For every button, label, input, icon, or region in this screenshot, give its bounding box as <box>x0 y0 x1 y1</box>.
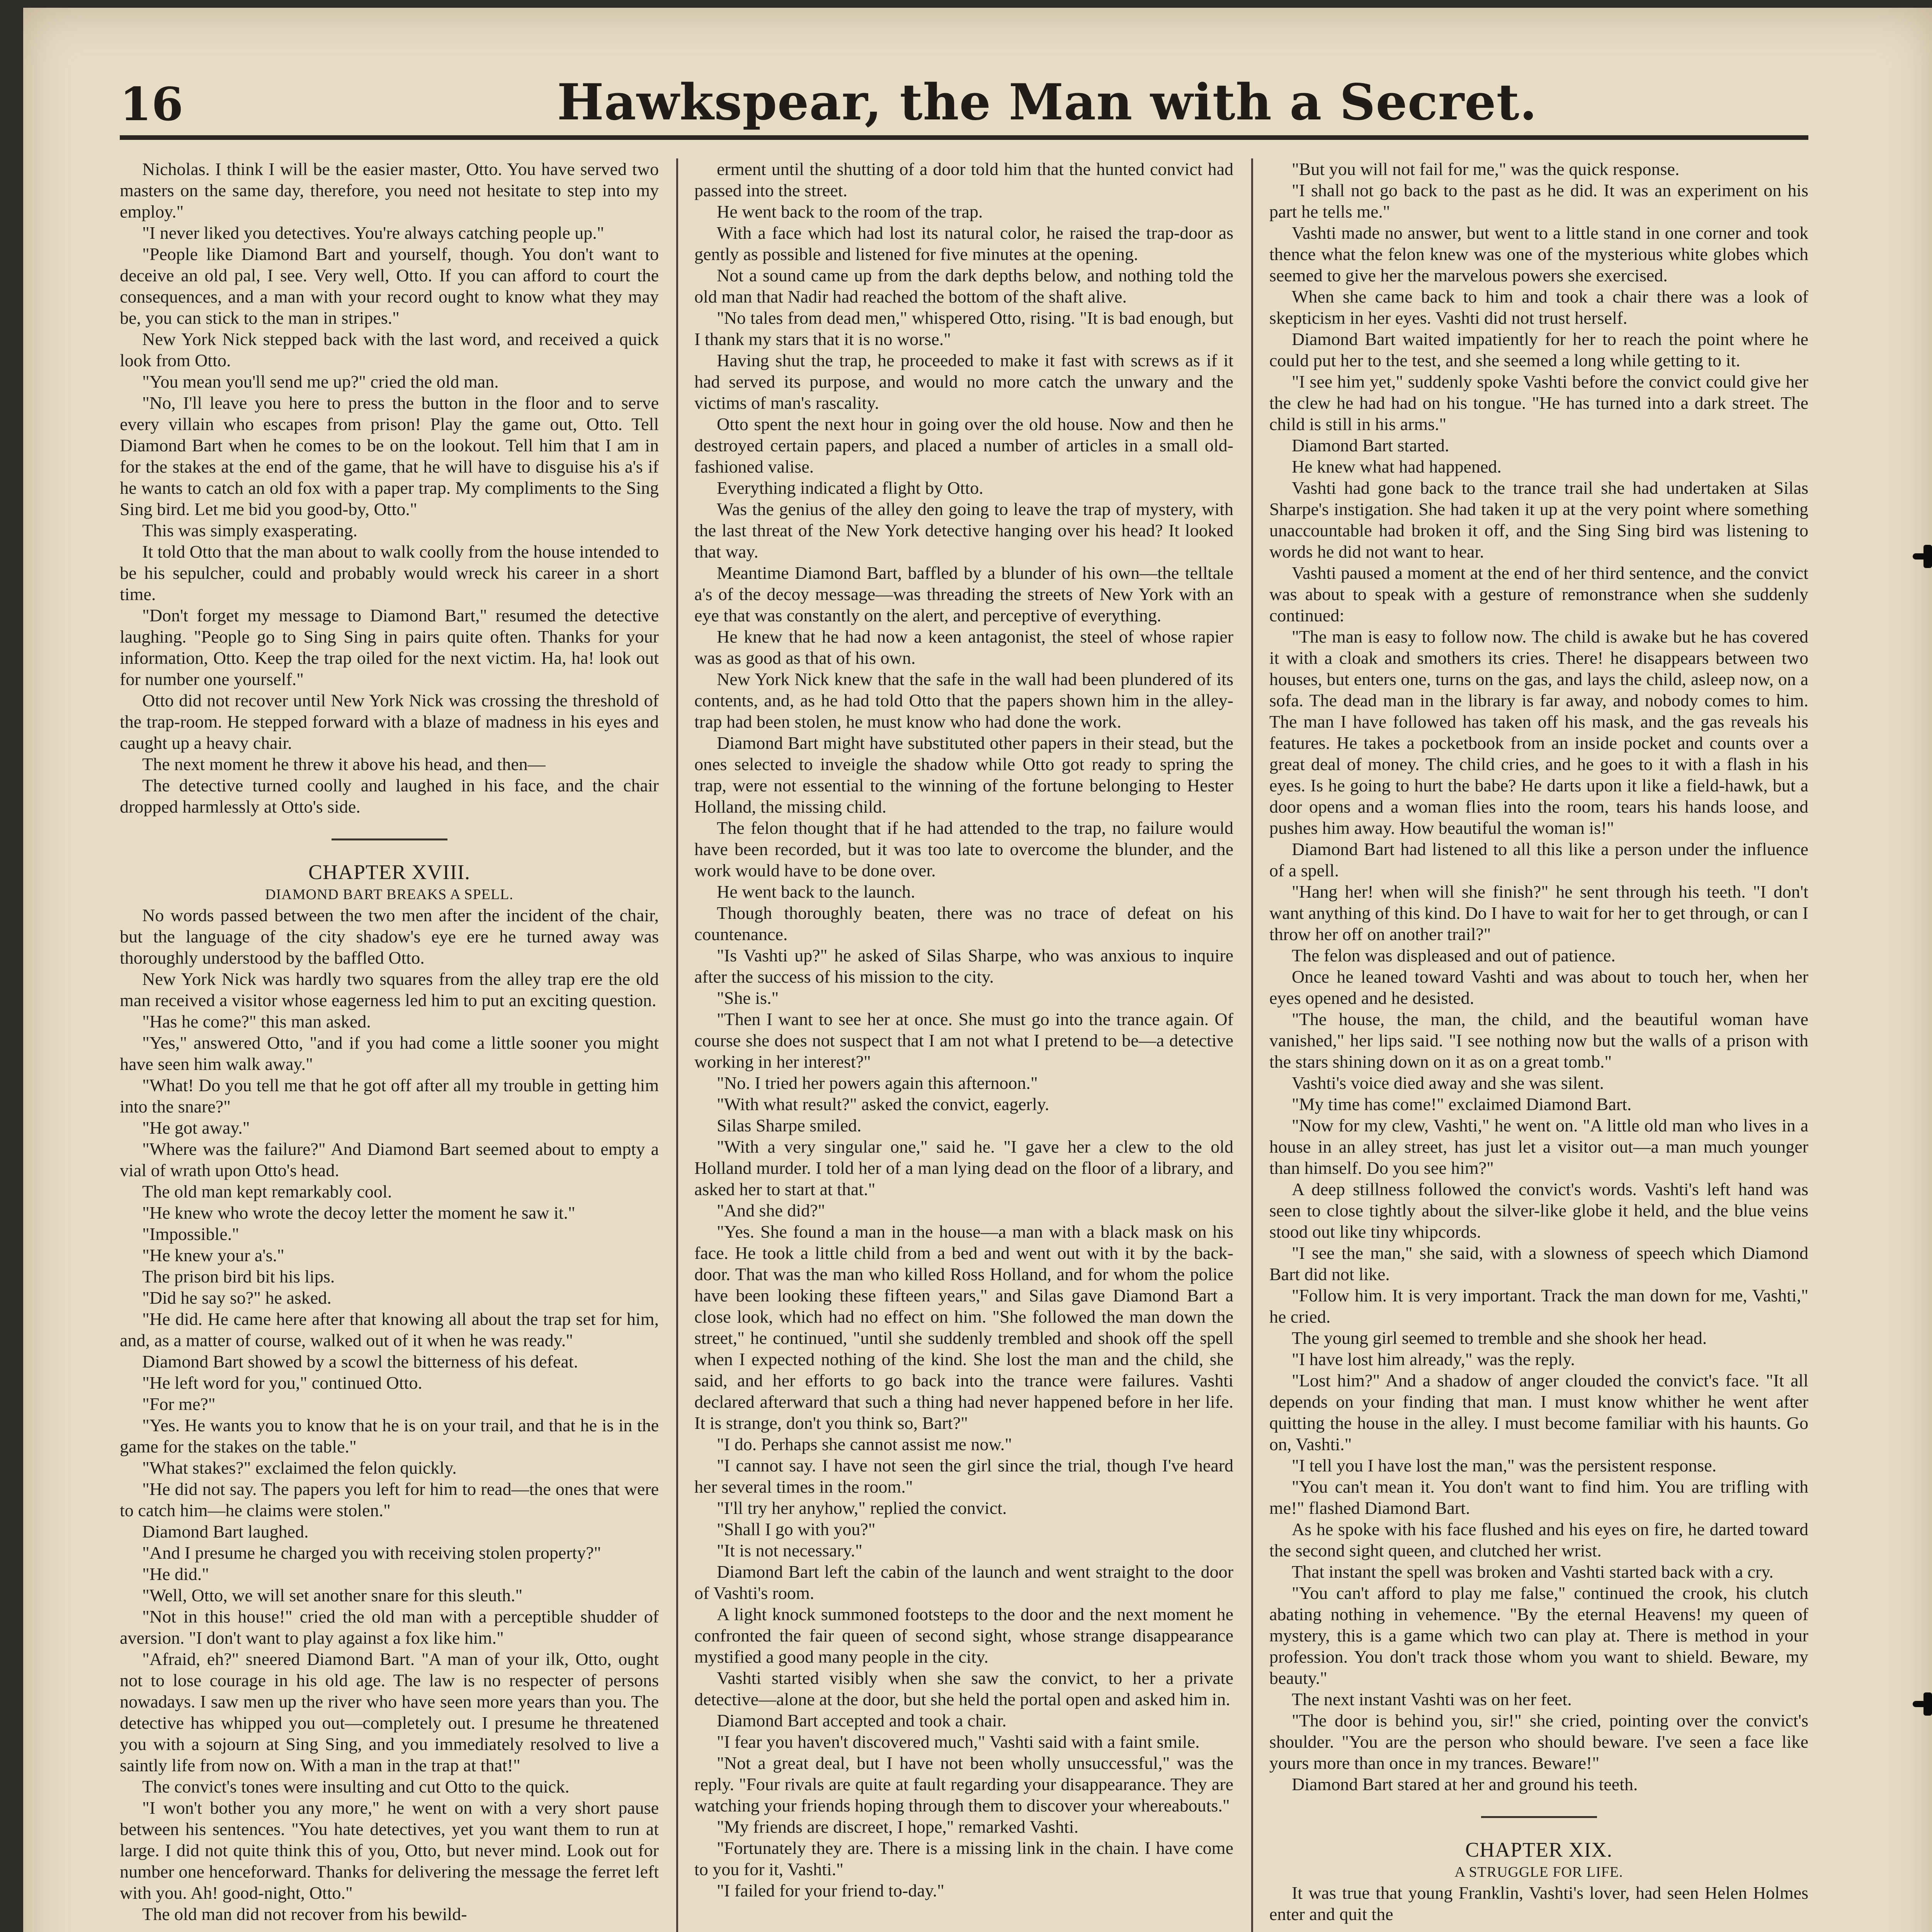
paragraph: "You can't mean it. You don't want to find him. You are trifling with me!" flashed Diamond Bart. <box>1269 1477 1808 1518</box>
paragraph: Once he leaned toward Vashti and was about to touch her, when her eyes opened and he desisted. <box>1269 967 1808 1008</box>
paragraph: A deep stillness followed the convict's words. Vashti's left hand was seen to close tightly about the silver-like globe it held, and the blue veins stood out like tiny whipcords. <box>1269 1179 1808 1242</box>
column-2 <box>694 158 1233 1932</box>
paragraph: Diamond Bart left the cabin of the launch and went straight to the door of Vashti's room. <box>694 1562 1233 1603</box>
paragraph: "Yes. He wants you to know that he is on your trail, and that he is in the game for the stakes on the table." <box>120 1415 659 1456</box>
paragraph: "I tell you I have lost the man," was the persistent response. <box>1292 1456 1717 1475</box>
column-divider <box>1251 158 1253 1932</box>
chapter-rule <box>1481 1816 1597 1818</box>
paragraph: "He did." <box>142 1564 209 1584</box>
paragraph: The old man kept remarkably cool. <box>142 1182 392 1201</box>
paragraph: Vashti made no answer, but went to a little stand in one corner and took thence what the felon knew was one of the mysterious white globes which seemed to give her the marvelous powers she exercised. <box>1269 223 1808 285</box>
chapter-subtitle: DIAMOND BART BREAKS A SPELL. <box>265 886 514 903</box>
paragraph: "Now for my clew, Vashti," he went on. "A little old man who lives in a house in an alley street, has just let a visitor out—a man much younger than himself. Do you see him?" <box>1269 1116 1808 1178</box>
paragraph: "Where was the failure?" And Diamond Bart seemed about to empty a vial of wrath upon Otto's head. <box>120 1139 659 1180</box>
paragraph: Silas Sharpe smiled. <box>717 1116 862 1135</box>
paragraph: No words passed between the two men after the incident of the chair, but the language of the city shadow's eye ere he turned away was thoroughly understood by the baffled Otto. <box>120 905 659 968</box>
paragraph: "Impossible." <box>142 1224 239 1244</box>
paragraph: The next moment he threw it above his head, and then— <box>142 754 546 774</box>
paragraph: Vashti's voice died away and she was silent. <box>1292 1073 1604 1093</box>
magazine-page <box>23 8 1932 1932</box>
page-number: 16 <box>120 77 184 131</box>
paragraph: "She is." <box>717 988 779 1008</box>
paragraph: "Yes. She found a man in the house—a man with a black mask on his face. He took a little child from a bed and went out with it by the back-door. That was the man who killed Ross Holland, and for whom the police have been looking these fifteen years," and Silas gave Diamond Bart a close look, which had no effect on him. "She followed the man down the street," he continued, "until she suddenly trembled and shook off the spell when I expected nothing of the kind. She lost the man and the child, she said, and her efforts to go back into the trance were failures. Vashti declared afterward that such a thing had never happened before in her life. It is strange, don't you think so, Bart?" <box>694 1222 1233 1433</box>
paragraph: "My friends are discreet, I hope," remarked Vashti. <box>717 1817 1078 1837</box>
paragraph: "And I presume he charged you with receiving stolen property?" <box>142 1543 601 1563</box>
chapter-title: CHAPTER XIX. <box>1465 1838 1612 1861</box>
paragraph: "Then I want to see her at once. She must go into the trance again. Of course she does not suspect that I am not what I pretend to be—a detective working in her interest?" <box>694 1009 1233 1071</box>
paragraph: With a face which had lost its natural color, he raised the trap-door as gently as possible and listened for five minutes at the opening. <box>694 223 1233 264</box>
paragraph: Vashti had gone back to the trance trail she had undertaken at Silas Sharpe's instigation. She had taken it up at the very point where something unaccountable had broken it off, and the Sing Sing bird was listening to words he did not want to hear. <box>1269 478 1808 561</box>
paragraph: Diamond Bart started. <box>1292 435 1449 455</box>
paragraph: Diamond Bart showed by a scowl the bitterness of his defeat. <box>142 1352 578 1371</box>
paragraph: He knew what had happened. <box>1292 457 1502 476</box>
paragraph: "He knew your a's." <box>142 1245 284 1265</box>
paragraph: Nicholas. I think I will be the easier master, Otto. You have served two masters on the same day, therefore, you need not hesitate to step into my employ." <box>120 159 659 221</box>
paragraph: "He did not say. The papers you left for him to read—the ones that were to catch him—he claims were stolen." <box>120 1479 659 1520</box>
paragraph: "He did. He came here after that knowing all about the trap set for him, and, as a matter of course, walked out of it when he was ready." <box>120 1309 659 1350</box>
paragraph: "I won't bother you any more," he went on with a very short pause between his sentences. "You hate detectives, yet you want them to run at large. I did not quite think this of you, Otto, but never mind. Look out for number one henceforward. Thanks for delivering the message the ferret left with you. Ah! good-night, Otto." <box>120 1798 659 1903</box>
paragraph: "Fortunately they are. There is a missing link in the chain. I have come to you for it, Vashti." <box>694 1838 1233 1879</box>
paragraph: "No tales from dead men," whispered Otto, rising. "It is bad enough, but I thank my stars that it is no worse." <box>694 308 1233 349</box>
paragraph: He knew that he had now a keen antagonist, the steel of whose rapier was as good as that of his own. <box>694 627 1233 668</box>
paragraph: Vashti started visibly when she saw the convict, to her a private detective—alone at the door, but she held the portal open and asked him in. <box>694 1668 1233 1709</box>
paragraph: "The door is behind you, sir!" she cried, pointing over the convict's shoulder. "You are the person who should beware. I've seen a face like yours more than once in my trances. Beware!" <box>1269 1711 1808 1773</box>
paragraph: "Shall I go with you?" <box>717 1519 876 1539</box>
chapter-rule <box>332 838 447 840</box>
chapter-title: CHAPTER XVIII. <box>308 861 470 884</box>
column-divider <box>676 158 678 1932</box>
paragraph: "Has he come?" this man asked. <box>142 1012 371 1031</box>
paragraph: erment until the shutting of a door told him that the hunted convict had passed into the street. <box>694 159 1233 200</box>
paragraph: New York Nick knew that the safe in the wall had been plundered of its contents, and, as he had told Otto that the papers shown him in the alley-trap had been stolen, he must know who had done the work. <box>694 669 1233 731</box>
paragraph: The detective turned coolly and laughed in his face, and the chair dropped harmlessly at Otto's side. <box>120 776 659 816</box>
paragraph: "I fear you haven't discovered much," Vashti said with a faint smile. <box>717 1732 1200 1752</box>
paragraph: As he spoke with his face flushed and his eyes on fire, he darted toward the second sight queen, and clutched her wrist. <box>1269 1519 1808 1560</box>
paragraph: Diamond Bart laughed. <box>142 1522 309 1541</box>
paragraph: "People like Diamond Bart and yourself, though. You don't want to deceive an old pal, I see. Very well, Otto. If you can afford to court the consequences, and a man with your record ought to know what they may be, you can stick to the man in stripes." <box>120 244 659 328</box>
paragraph: "Is Vashti up?" he asked of Silas Sharpe, who was anxious to inquire after the success of his mission to the city. <box>694 946 1233 986</box>
paragraph: "No. I tried her powers again this afternoon." <box>717 1073 1038 1093</box>
paragraph: "Not in this house!" cried the old man with a perceptible shudder of aversion. "I don't want to play against a fox like him." <box>120 1607 659 1648</box>
chapter-subtitle: A STRUGGLE FOR LIFE. <box>1454 1864 1623 1880</box>
paragraph: Otto did not recover until New York Nick was crossing the threshold of the trap-room. He stepped forward with a blaze of madness in his eyes and caught up a heavy chair. <box>120 690 659 753</box>
paragraph: "He left word for you," continued Otto. <box>142 1373 422 1393</box>
paragraph: "I shall not go back to the past as he did. It was an experiment on his part he tells me." <box>1269 180 1808 221</box>
paragraph: "No, I'll leave you here to press the button in the floor and to serve every villain who escapes from prison! Play the game out, Otto. Tell Diamond Bart when he comes to be on the lookout. Tell him that I am in for the stakes at the end of the game, that he will have to disguise his a's if he wants to catch an old fox with a paper trap. My compliments to the Sing Sing bird. Let me bid you good-by, Otto." <box>120 393 659 519</box>
paragraph: New York Nick was hardly two squares from the alley trap ere the old man received a visitor whose eagerness led him to put an exciting question. <box>120 969 659 1010</box>
binding-staple-icon <box>1913 1692 1932 1716</box>
paragraph: Otto spent the next hour in going over the old house. Now and then he destroyed certain papers, and placed a number of articles in a small old-fashioned valise. <box>694 414 1233 476</box>
paragraph: New York Nick stepped back with the last word, and received a quick look from Otto. <box>120 329 659 370</box>
paragraph: It told Otto that the man about to walk coolly from the house intended to be his sepulcher, could and probably would wreck his career in a short time. <box>120 542 659 604</box>
paragraph: "I see him yet," suddenly spoke Vashti before the convict could give her the clew he had had on his tongue. "He has turned into a dark street. The child is still in his arms." <box>1269 372 1808 434</box>
paragraph: "I failed for your friend to-day." <box>717 1881 944 1900</box>
paragraph: "But you will not fail for me," was the quick response. <box>1292 159 1680 179</box>
paragraph: The felon was displeased and out of patience. <box>1292 946 1616 965</box>
paragraph: Meantime Diamond Bart, baffled by a blunder of his own—the telltale a's of the decoy message—was threading the streets of New York with an eye that was constantly on the alert, and perceptive of everything. <box>694 563 1233 625</box>
paragraph: "With what result?" asked the convict, eagerly. <box>717 1094 1049 1114</box>
paragraph: "You can't afford to play me false," continued the crook, his clutch abating nothing in vehemence. "By the eternal Heavens! my queen of mystery, this is a game which two can play at. There is method in your profession. You don't track those whom you want to shield. Beware, my beauty." <box>1269 1583 1808 1688</box>
paragraph: The old man did not recover from his bewild- <box>142 1904 467 1924</box>
paragraph: "It is not necessary." <box>717 1541 862 1560</box>
paragraph: "Yes," answered Otto, "and if you had come a little sooner you might have seen him walk away." <box>120 1033 659 1074</box>
binding-staple-icon <box>1913 545 1932 568</box>
paragraph: "And she did?" <box>717 1201 825 1220</box>
paragraph: "I'll try her anyhow," replied the convict. <box>717 1498 1007 1518</box>
column-1 <box>120 158 659 1932</box>
paragraph: Not a sound came up from the dark depths below, and nothing told the old man that Nadir had reached the bottom of the shaft alive. <box>694 265 1233 306</box>
paragraph: "Don't forget my message to Diamond Bart," resumed the detective laughing. "People go to Sing Sing in pairs quite often. Thanks for your information, Otto. Keep the trap oiled for the next victim. Ha, ha! look out for number one yourself." <box>120 605 659 689</box>
paragraph: "I never liked you detectives. You're always catching people up." <box>142 223 604 243</box>
paragraph: "Lost him?" And a shadow of anger clouded the convict's face. "It all depends on your finding that man. I must know whither he went after quitting the house in the alley. I must become familiar with his haunts. Go on, Vashti." <box>1269 1371 1808 1454</box>
paragraph: He went back to the room of the trap. <box>717 202 983 221</box>
chapter-heading <box>120 838 659 905</box>
paragraph: Though thoroughly beaten, there was no trace of defeat on his countenance. <box>694 903 1233 944</box>
paragraph: The next instant Vashti was on her feet. <box>1292 1689 1572 1709</box>
paragraph: "The man is easy to follow now. The child is awake but he has covered it with a cloak and smothers its cries. There! he disappears between two houses, but enters one, turns on the gas, and lays the child, asleep now, on a sofa. The dead man in the library is far away, and nobody comes to him. The man I have followed has taken off his mask, and the gas reveals his features. He takes a pocketbook from an inside pocket and counts over a great deal of money. The child cries, and he goes to it with a flash in his eyes. Is he going to hurt the babe? He darts upon it like a field-hawk, but a door opens and a woman flies into the room, tears his hands loose, and pushes him away. How beautiful the woman is!" <box>1269 627 1808 838</box>
paragraph: "Afraid, eh?" sneered Diamond Bart. "A man of your ilk, Otto, ought not to lose courage in his old age. The law is no respecter of persons nowadays. I saw men up the river who have seen more years than you. The detective has whipped you out—completely out. I presume he threatened you with a sojourn at Sing Sing, and you immediately resolved to live a saintly life from now on. With a man in the trap at that!" <box>120 1649 659 1775</box>
paragraph: "Well, Otto, we will set another snare for this sleuth." <box>142 1585 523 1605</box>
paragraph: Diamond Bart had listened to all this like a person under the influence of a spell. <box>1269 839 1808 880</box>
paragraph: "My time has come!" exclaimed Diamond Bart. <box>1292 1094 1632 1114</box>
paragraph: "Follow him. It is very important. Track the man down for me, Vashti," he cried. <box>1269 1286 1808 1327</box>
paragraph: Diamond Bart waited impatiently for her to reach the point where he could put her to the test, and she seemed a long while getting to it. <box>1269 329 1808 370</box>
paragraph: "Hang her! when will she finish?" he sent through his teeth. "I don't want anything of this kind. Do I have to wait for her to get through, or can I throw her off on another trail?" <box>1269 882 1808 944</box>
column-3 <box>1269 158 1808 1932</box>
paragraph: "I have lost him already," was the reply. <box>1292 1349 1575 1369</box>
text-columns <box>120 158 1808 1932</box>
paragraph: A light knock summoned footsteps to the door and the next moment he confronted the fair queen of second sight, whose strange disappearance mystified a good many people in the city. <box>694 1604 1233 1667</box>
paragraph: "With a very singular one," said he. "I gave her a clew to the old Holland murder. I told her of a man lying dead on the floor of a library, and asked her to start at that." <box>694 1137 1233 1199</box>
paragraph: It was true that young Franklin, Vashti's lover, had seen Helen Holmes enter and quit the <box>1269 1883 1808 1924</box>
paragraph: "What stakes?" exclaimed the felon quickly. <box>142 1458 457 1478</box>
paragraph: Having shut the trap, he proceeded to make it fast with screws as if it had served its purpose, and would no more catch the unwary and the victims of man's rascality. <box>694 350 1233 413</box>
paragraph: This was simply exasperating. <box>142 520 358 540</box>
paragraph: "I see the man," she said, with a slowness of speech which Diamond Bart did not like. <box>1269 1243 1808 1284</box>
paragraph: The felon thought that if he had attended to the trap, no failure would have been recorded, but it was too late to overcome the blunder, and the work would have to be done over. <box>694 818 1233 880</box>
paragraph: The prison bird bit his lips. <box>142 1267 335 1286</box>
paragraph: "The house, the man, the child, and the beautiful woman have vanished," her lips said. "I see nothing now but the walls of a prison with the stars shining down on it as on a great tomb." <box>1269 1009 1808 1071</box>
paragraph: The young girl seemed to tremble and she shook her head. <box>1292 1328 1707 1348</box>
paragraph: Everything indicated a flight by Otto. <box>717 478 983 498</box>
paragraph: Diamond Bart might have substituted other papers in their stead, but the ones selected to inveigle the shadow while Otto got ready to spring the trap, were not essential to the winning of the fortune belonging to Hester Holland, the missing child. <box>694 733 1233 816</box>
paragraph: Vashti paused a moment at the end of her third sentence, and the convict was about to speak with a gesture of remonstrance when she suddenly continued: <box>1269 563 1808 625</box>
paragraph: He went back to the launch. <box>717 882 915 901</box>
paragraph: "What! Do you tell me that he got off after all my trouble in getting him into the snare?" <box>120 1075 659 1116</box>
paragraph: "I cannot say. I have not seen the girl since the trial, though I've heard her several times in the room." <box>694 1456 1233 1497</box>
paragraph: "For me?" <box>142 1394 216 1414</box>
paragraph: When she came back to him and took a chair there was a look of skepticism in her eyes. Vashti did not trust herself. <box>1269 287 1808 328</box>
paragraph: "You mean you'll send me up?" cried the old man. <box>142 372 499 391</box>
paragraph: "I do. Perhaps she cannot assist me now." <box>717 1434 1012 1454</box>
page-header <box>120 70 1808 140</box>
paragraph: Was the genius of the alley den going to leave the trap of mystery, with the last threat of the New York detective hanging over his head? It looked that way. <box>694 499 1233 561</box>
paragraph: "He knew who wrote the decoy letter the moment he saw it." <box>142 1203 575 1223</box>
chapter-heading <box>1269 1816 1808 1882</box>
paragraph: "Not a great deal, but I have not been wholly unsuccessful," was the reply. "Four rivals are quite at fault regarding your disappearance. They are watching your friends hoping through them to discover your whereabouts." <box>694 1753 1233 1815</box>
paragraph: Diamond Bart stared at her and ground his teeth. <box>1292 1774 1638 1794</box>
running-title: Hawkspear, the Man with a Secret. <box>557 73 1537 131</box>
paragraph: That instant the spell was broken and Vashti started back with a cry. <box>1292 1562 1774 1582</box>
paragraph: "He got away." <box>142 1118 250 1138</box>
paragraph: Diamond Bart accepted and took a chair. <box>717 1711 1007 1730</box>
paragraph: "Did he say so?" he asked. <box>142 1288 332 1308</box>
paragraph: The convict's tones were insulting and cut Otto to the quick. <box>142 1777 570 1796</box>
